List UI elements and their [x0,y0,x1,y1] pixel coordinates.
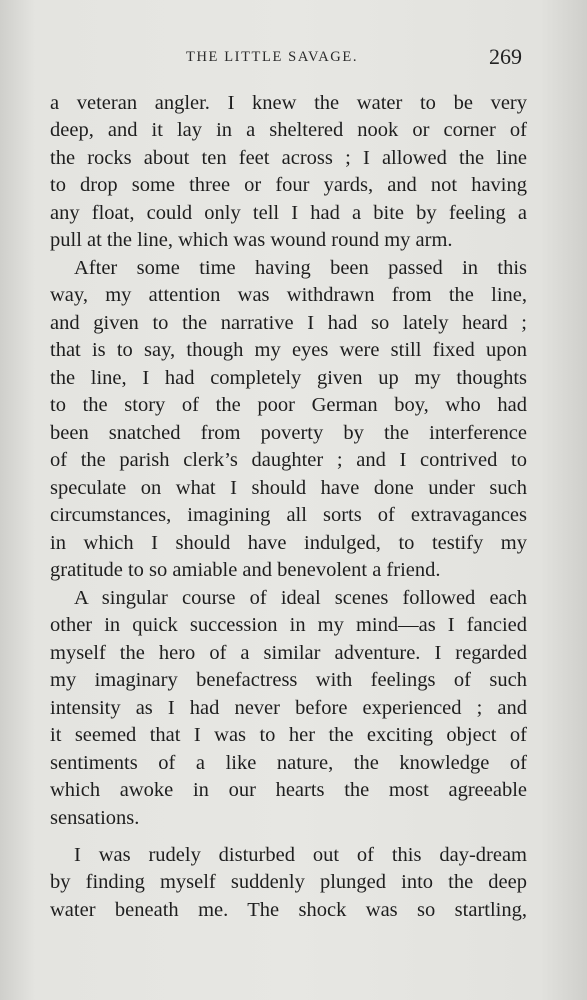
text-line: of the parish clerk’s daughter ; and I contrived to [50,449,527,471]
text-line: After some time having been passed in this [74,257,527,279]
text-line: other in quick succession in my mind—as I fancied [50,614,527,636]
text-line: I was rudely disturbed out of this day-dream [74,844,527,866]
text-line: circumstances, imagining all sorts of extravagances [50,504,527,526]
text-line: any float, could only tell I had a bite by feeling a [50,202,527,224]
text-line: intensity as I had never before experienced ; and [50,697,527,719]
text-line: way, my attention was withdrawn from the line, [50,284,527,306]
text-line: which awoke in our hearts the most agreeable [50,779,527,801]
text-line: my imaginary benefactress with feelings of such [50,669,527,691]
running-title: THE LITTLE SAVAGE. [186,49,359,65]
text-line: been snatched from poverty by the interference [50,422,527,444]
text-line: water beneath me. The shock was so startling, [50,899,527,921]
text-line: myself the hero of a similar adventure. I regarded [50,642,527,664]
page-number: 269 [489,44,522,69]
text-line: A singular course of ideal scenes followed each [74,587,527,609]
text-line: sensations. [50,807,140,829]
text-line: gratitude to so amiable and benevolent a friend. [50,559,441,581]
text-line: in which I should have indulged, to testify my [50,532,527,554]
text-line: a veteran angler. I knew the water to be very [50,92,527,114]
text-line: deep, and it lay in a sheltered nook or corner of [50,119,527,141]
text-line: sentiments of a like nature, the knowledge of [50,752,527,774]
text-line: and given to the narrative I had so lately heard ; [50,312,527,334]
text-line: to drop some three or four yards, and not having [50,174,527,196]
text-line: to the story of the poor German boy, who had [50,394,527,416]
text-line: it seemed that I was to her the exciting object of [50,724,527,746]
text-line: pull at the line, which was wound round my arm. [50,229,453,251]
text-line: the line, I had completely given up my thoughts [50,367,527,389]
text-line: that is to say, though my eyes were still fixed upon [50,339,527,361]
text-line: by finding myself suddenly plunged into the deep [50,871,527,893]
text-line: speculate on what I should have done under such [50,477,527,499]
text-line: the rocks about ten feet across ; I allowed the line [50,147,527,169]
